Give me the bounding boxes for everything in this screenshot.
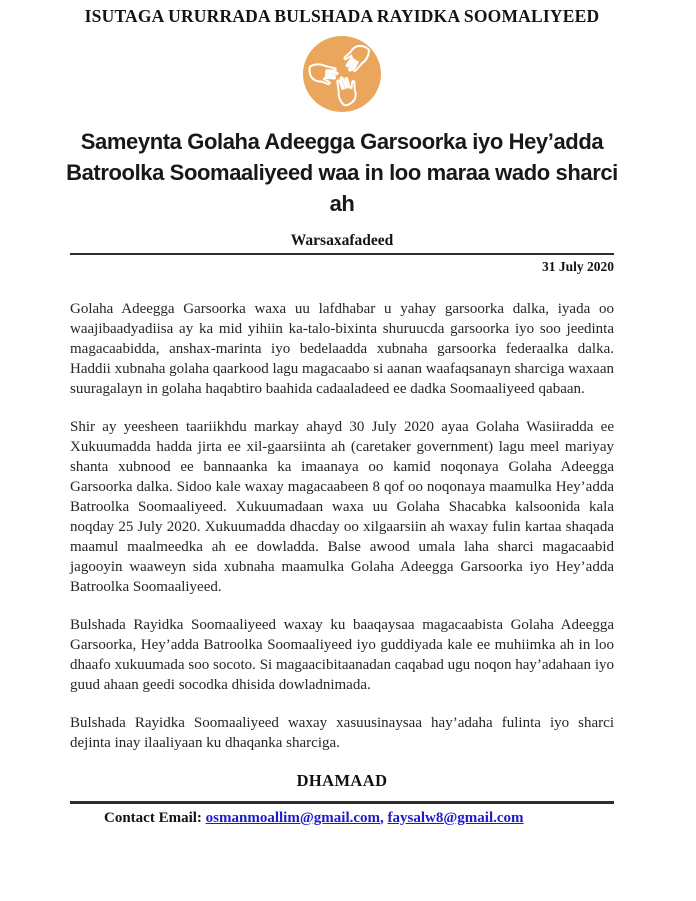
contact-line bbox=[70, 810, 614, 827]
email-link-1[interactable]: osmanmoallim@gmail.com bbox=[205, 809, 381, 826]
body-paragraph: Bulshada Rayidka Soomaaliyeed waxay xasuusinaysaa hay’adaha fulinta iyo sharci dejinta inay ilaaliyaan ku dhaqanka sharciga. bbox=[70, 714, 614, 751]
document-title: Sameynta Golaha Adeegga Garsoorka iyo Hey’adda Batroolka Soomaaliyeed waa in loo maraa wado sharci ah bbox=[66, 129, 618, 216]
body-paragraph: Shir ay yeesheen taariikhdu markay ahayd 30 July 2020 ayaa Golaha Wasiiradda ee Xukuumadda hadda jirta ee xil-gaarsiinta ah (caretaker government) lagu meel mariyay shanta xubnood ee bannaanka ka imaanaya oo kamid noqonaya Golaha Adeegga Garsoorka dalka. Sidoo kale waxay magacaabeen 8 qof oo noqonaya maamulka Hey’adda Batroolka Soomaaliyeed. Xukuumadaan waxa uu Golaha Shacabka kalsoonida kala noqday 25 July 2020. Xukuumadda dhacday oo xilgaarsiin ah waxay fulin kartaa shaqada maamul maalmeedka ah ee dowladda. Balse awood umala laha sharci magacaabid jagooyin waaweyn sida xubnaha maamulka Golaha Adeegga Garsoorka iyo Hey’adda Batroolka Soomaaliyeed. bbox=[70, 418, 614, 595]
document-body bbox=[70, 299, 614, 753]
header-divider bbox=[70, 253, 614, 255]
logo-container bbox=[70, 35, 614, 113]
organization-name: ISUTAGA URURRADA BULSHADA RAYIDKA SOOMALIYEED bbox=[84, 6, 600, 26]
body-paragraph: Bulshada Rayidka Soomaaliyeed waxay ku baaqaysaa magacaabista Golaha Adeegga Garsoorka, Hey’adda Batroolka Soomaaliyeed iyo guddiyada kale ee muhiimka ah in loo dhaafo xukuumada soo socoto. Si magaacibitaanadan caqabad ugu noqon hay’adahaan iyo guud ahaan geedi socodka dhisida dowladnimada. bbox=[70, 616, 614, 693]
hands-circle-logo-icon bbox=[301, 35, 383, 113]
end-marker: DHAMAAD bbox=[296, 770, 388, 790]
date-label: 31 July 2020 bbox=[541, 258, 614, 274]
contact-email-label: Contact Email: bbox=[104, 809, 202, 826]
footer-divider bbox=[70, 801, 614, 804]
email-separator: , bbox=[380, 809, 388, 826]
email-link-2[interactable]: faysalw8@gmail.com bbox=[387, 809, 524, 826]
document-content bbox=[66, 0, 618, 827]
document-type-label: Warsaxafadeed bbox=[290, 232, 394, 249]
body-paragraph: Golaha Adeegga Garsoorka waxa uu lafdhabar u yahay garsoorka dalka, iyada oo waajibaadyadiisa ay ka mid yihiin ka-talo-bixinta shuruucda garsoorka iyo soo jeedinta magacaabidda, anshax-marinta iyo bedelaadda xubnaha garsoorka federaalka dalka. Haddii xubnaha golaha qaarkood lagu magacaabo si aanan waafaqsanayn sharciga waxaan suuragalayn in golaha haqabtiro baahida cadaaladeed ee dadka Soomaaliyeed qabaan. bbox=[70, 300, 614, 397]
